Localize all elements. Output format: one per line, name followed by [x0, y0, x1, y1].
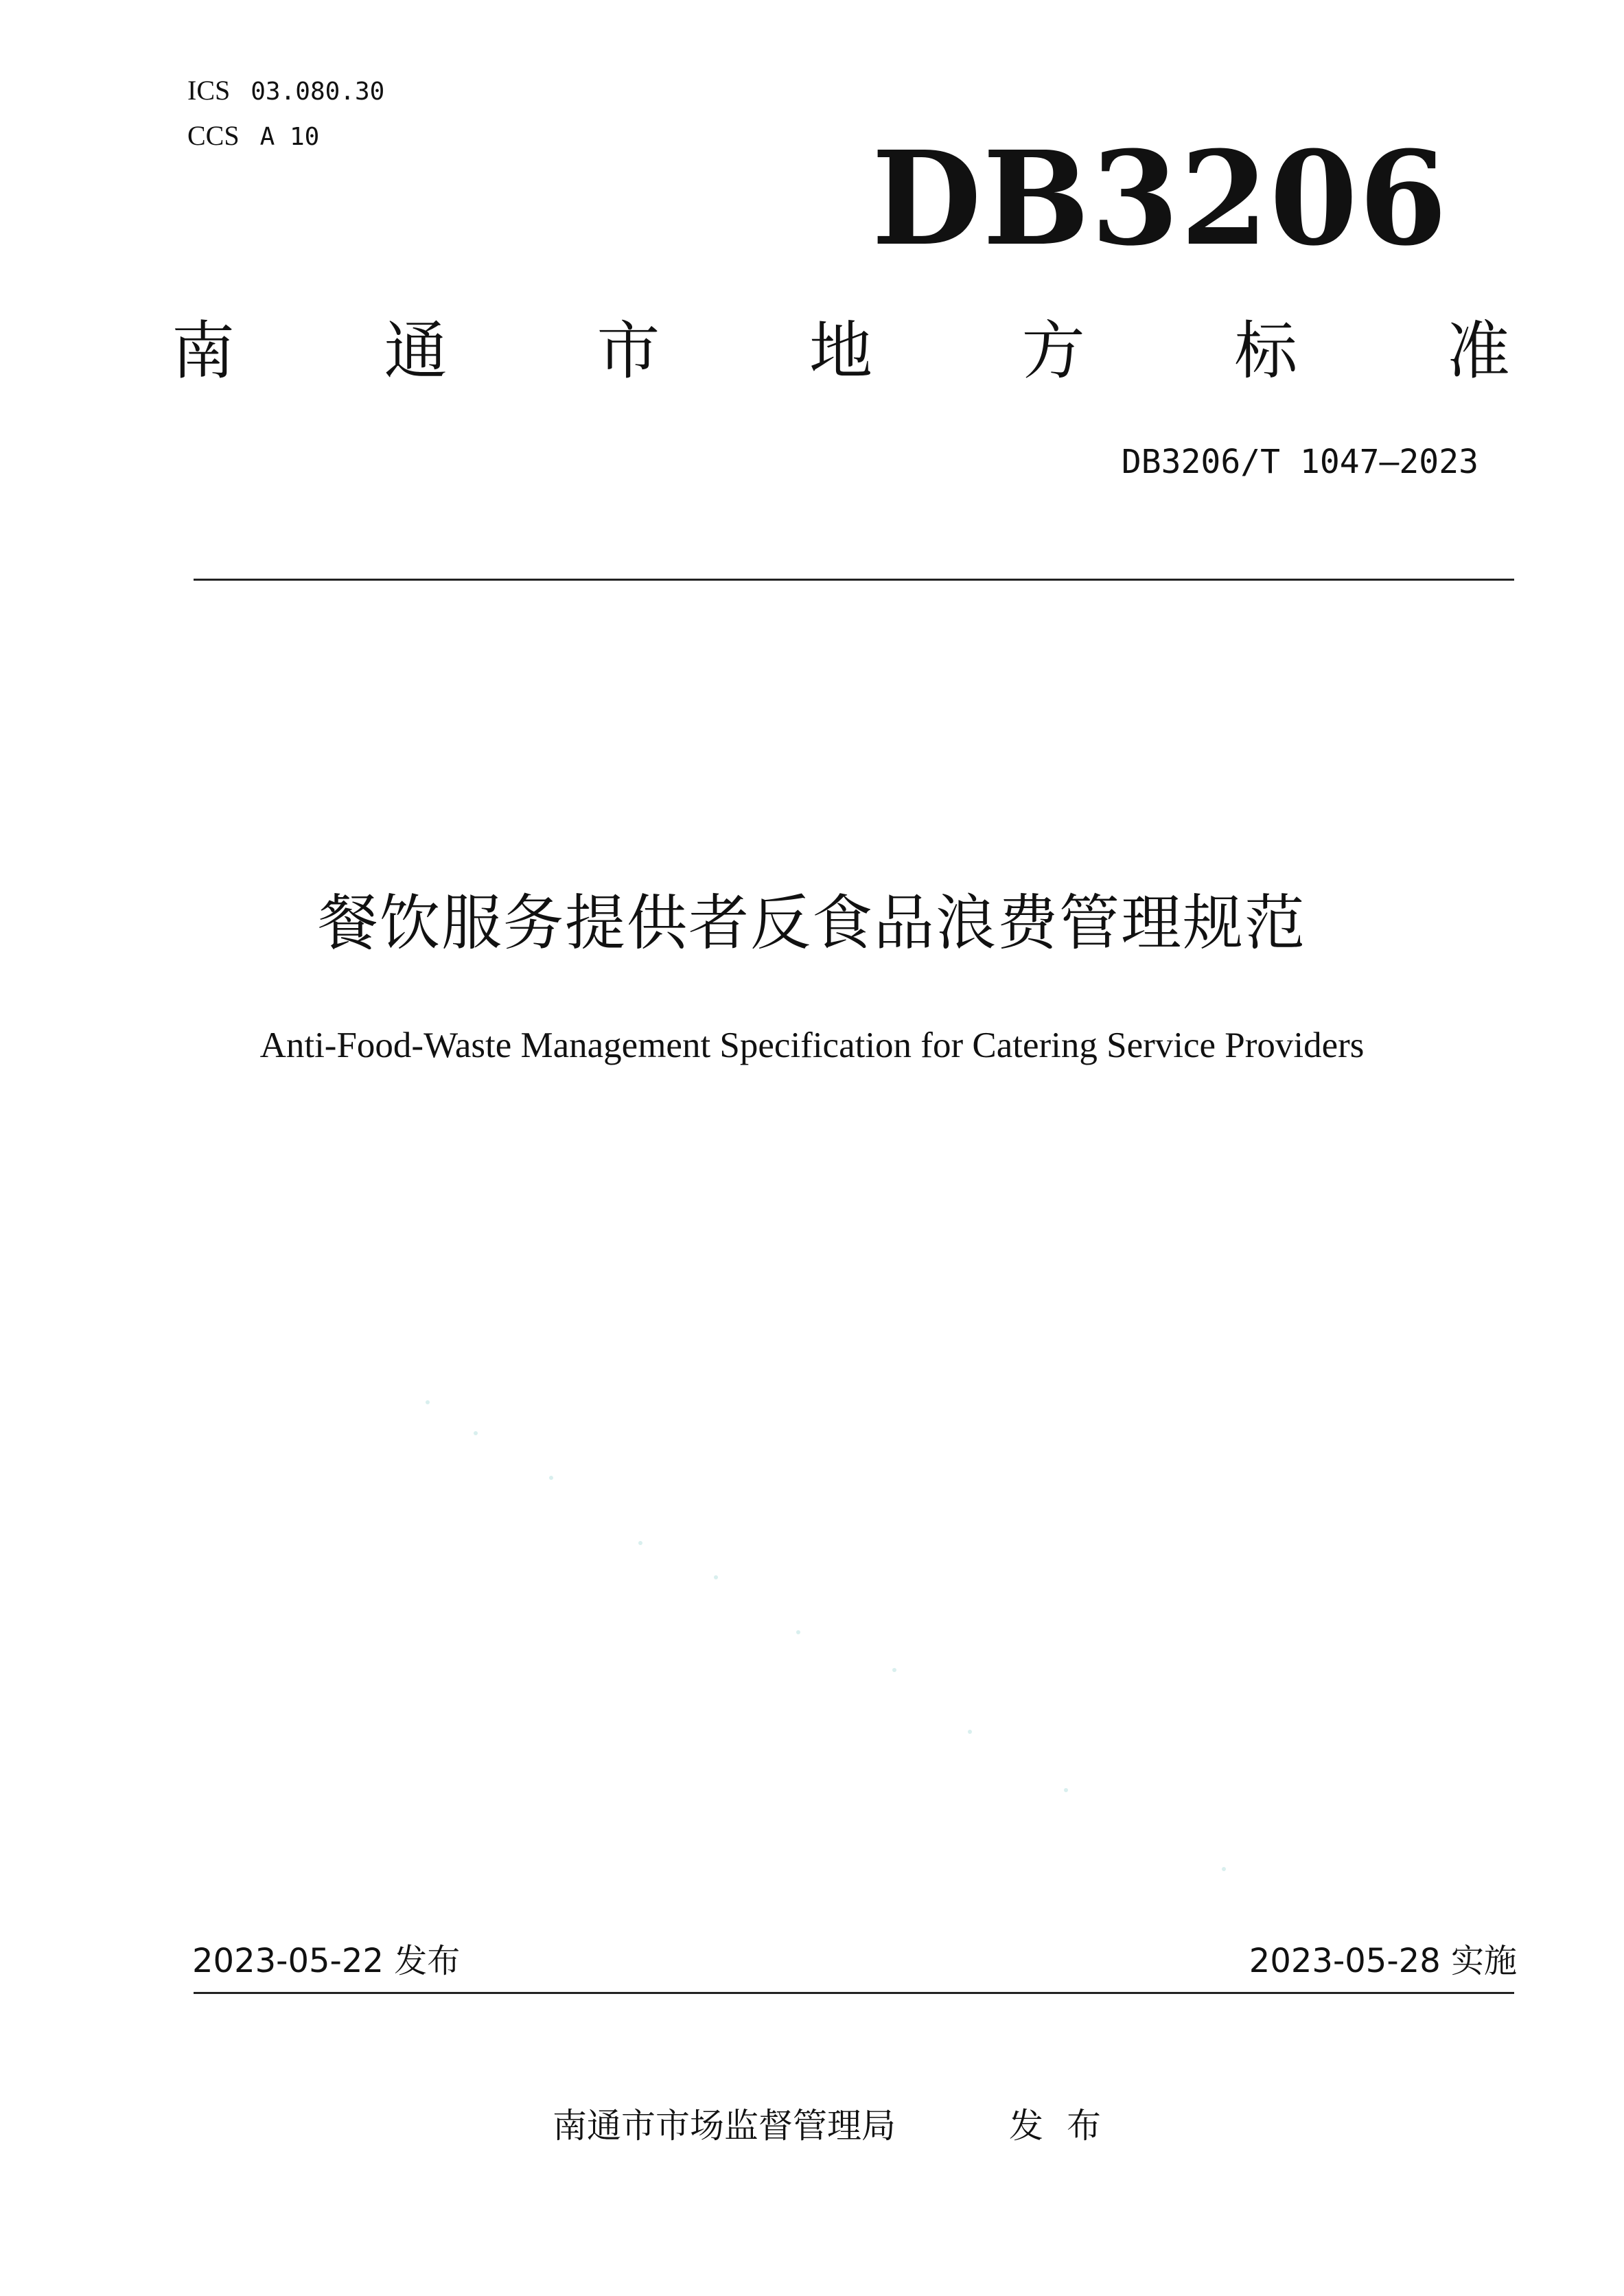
top-divider: [194, 579, 1514, 581]
document-title-english: Anti-Food-Waste Management Specification for Catering Service Providers: [259, 1025, 1365, 1065]
issue-label: 发布: [1009, 2106, 1124, 2146]
ccs-value: A 10: [259, 123, 320, 151]
standard-type-char: 方: [1021, 314, 1085, 388]
standard-type-char: 地: [809, 314, 872, 388]
issuing-authority: 南通市市场监督管理局: [553, 2106, 896, 2146]
ics-label: ICS: [187, 75, 231, 106]
bottom-divider: [194, 1992, 1514, 1994]
standard-type-char: 市: [596, 314, 660, 388]
db-logo: DB3206: [872, 123, 1449, 275]
standard-number: DB3206/T 1047—2023: [1121, 443, 1478, 481]
document-title-chinese: 餐饮服务提供者反食品浪费管理规范: [317, 888, 1306, 958]
ccs-label: CCS: [187, 120, 240, 151]
standard-type-char: 南: [172, 314, 235, 388]
standard-type-char: 准: [1446, 314, 1510, 388]
standard-type-heading: [172, 310, 1510, 393]
publish-date: 2023-05-22 发布: [192, 1942, 461, 1980]
implementation-date: 2023-05-28 实施: [1249, 1942, 1517, 1980]
ics-value: 03.080.30: [251, 78, 385, 106]
ccs-code: [187, 119, 319, 154]
ics-code: [187, 74, 384, 108]
standard-type-char: 通: [384, 314, 448, 388]
standard-type-char: 标: [1234, 314, 1298, 388]
